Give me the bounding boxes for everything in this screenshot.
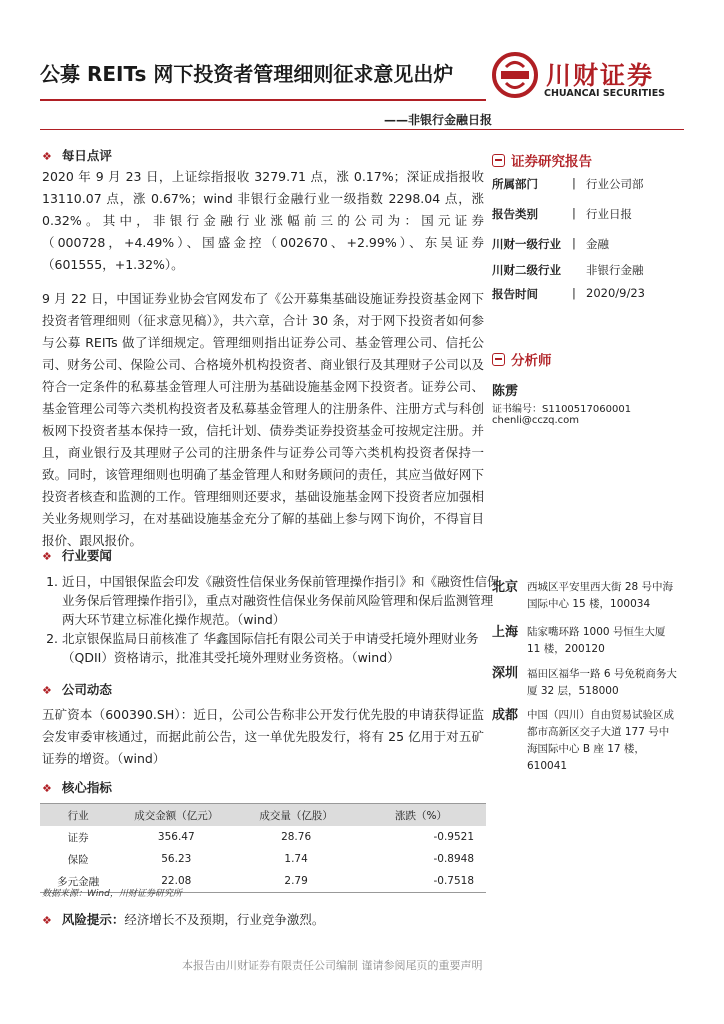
table-cell: 56.23 [161, 853, 192, 865]
table-cell: 证券 [67, 831, 89, 844]
company-logo-icon [492, 52, 538, 98]
diamond-icon: ❖ [42, 914, 52, 927]
header-underline [40, 129, 684, 130]
risk-label: 风险提示： [61, 912, 125, 927]
office-address: 陆家嘴环路 1000 号恒生大厦 11 楼，200120 [527, 626, 666, 655]
report-info-heading: 证券研究报告 [492, 150, 592, 170]
section-core-indicators: ❖ 核心指标 [42, 780, 112, 795]
analyst-icon [492, 353, 505, 366]
office-address: 福田区福华一路 6 号免税商务大厦 32 层，518000 [527, 668, 677, 697]
table-header-cell: 成交金额（亿元） [116, 804, 236, 827]
office-address: 西城区平安里西大街 28 号中海国际中心 15 楼，100034 [527, 581, 674, 610]
logo-text-en: CHUANCAI SECURITIES [544, 88, 666, 99]
table-cell: -0.9521 [433, 831, 474, 843]
office-city: 深圳 [492, 666, 519, 681]
daily-review-para-2: 9 月 22 日，中国证券业协会官网发布了《公开募集基础设施证券投资基金网下投资者管理细则（征求意见稿）》，共六章，合计 30 条，对于网下投资者如何参与公募 REITs 做了详细规定。管理细则指出证券公司、基金管理公司、信托公司、财务公司、保险公司、合格境外机构投资者、商业银行及其理财子公司以及符合一定条件的私募基金管理人可注册为基础设施基金网下投资者。证券公司、基金管理公司等六类机构投资者及私募基金管理人的注册条件、注册方式与科创板网下投资者基本保持一致，信托计划、债券类证券投资基金可按规定注册。并且，商业银行及其理财子公司的注册条件与证券公司等六类机构投资者保持一致。同时，该管理细则也明确了基金管理人和财务顾问的责任，其应当做好网下投资者核查和监测的工作。管理细则还要求，基础设施基金网下投资者应加强相关业务规则学习，在对基础设施基金充分了解的基础上参与网下询价，不得盲目报价、跟风报价。 [42, 291, 484, 548]
risk-warning [42, 910, 324, 928]
table-cell: -0.8948 [433, 853, 474, 865]
table-header-cell: 行业 [40, 804, 116, 827]
office-city: 上海 [492, 625, 519, 640]
industry-news-list [42, 572, 504, 667]
report-title: 公募 REITs 网下投资者管理细则征求意见出炉 [40, 62, 454, 86]
table-header-cell: 成交量（亿股） [236, 804, 356, 827]
daily-review-body [42, 166, 484, 552]
table-cell: 1.74 [284, 853, 308, 865]
data-source-note: 数据来源：Wind，川财证券研究所 [42, 889, 182, 899]
core-indicators-table [40, 803, 486, 893]
office-address: 中国（四川）自由贸易试验区成都市高新区交子大道 177 号中海国际中心 B 座 17 楼，610041 [527, 709, 674, 772]
report-subtitle: ——非银行金融日报 [384, 113, 493, 127]
table-row [40, 848, 486, 870]
company-news-body: 五矿资本（600390.SH）：近日，公司公告称非公开发行优先股的申请获得证监会发审委审核通过，而据此前公告，这一单优先股发行，将有 25 亿用于对五矿证券的增资。（wind） [42, 707, 484, 766]
diamond-icon: ❖ [42, 684, 52, 697]
risk-text: 经济增长不及预期，行业竞争激烈。 [124, 912, 325, 927]
table-header-row [40, 804, 486, 827]
table-cell: 22.08 [116, 870, 236, 893]
daily-review-para-1: 2020 年 9 月 23 日，上证综指报收 3279.71 点，涨 0.17%；深证成指报收 13110.07 点，涨 0.67%；wind 非银行金融行业一级指数 2298.04 点，涨 0.32%。其中，非银行金融行业涨幅前三的公司为：国元证券（000728，+4.49%）、国盛金控（002670、+2.99%）、东吴证券（601555，+1.32%）。 [42, 169, 484, 272]
table-cell: 2.79 [236, 870, 356, 893]
logo-text-cn: 川财证券 [546, 61, 655, 90]
table-cell: 28.76 [281, 831, 312, 843]
analyst-heading: 分析师 [492, 349, 552, 369]
header-divider [40, 99, 486, 101]
office-city: 北京 [492, 580, 519, 595]
list-item: 1. 近日，中国银保监会印发《融资性信保业务保前管理操作指引》和《融资性信保业务保后管理操作指引》，重点对融资性信保业务保前风险管理和保后监测管理两大环节建立标准化操作规范。（wind） [62, 572, 504, 629]
section-company-news: ❖ 公司动态 [42, 682, 112, 697]
diamond-icon: ❖ [42, 782, 52, 795]
footer-disclaimer: 本报告由川财证券有限责任公司编制 谨请参阅尾页的重要声明 [182, 959, 483, 972]
analyst-cert: 证书编号：S1100517060001 [492, 404, 632, 415]
section-daily-review: ❖ 每日点评 [42, 148, 112, 163]
analyst-name: 陈雳 [492, 384, 519, 399]
diamond-icon: ❖ [42, 550, 52, 563]
table-header-cell: 涨跌（%） [356, 804, 486, 827]
analyst-email[interactable]: chenli@cczq.com [492, 415, 580, 426]
diamond-icon: ❖ [42, 150, 52, 163]
table-cell: 多元金融 [40, 870, 116, 893]
table-row [40, 826, 486, 848]
report-info-table: 所属部门 | 行业公司部 报告类别 | 行业日报 川财一级行业 | 金融 川财二级行业 非银行金融 报告时间 | 2020/9/23 [492, 176, 645, 301]
report-icon [492, 154, 505, 167]
section-industry-news: ❖ 行业要闻 [42, 548, 112, 563]
table-cell: 356.47 [157, 831, 195, 843]
table-cell: -0.7518 [356, 870, 486, 893]
list-item: 2. 北京银保监局日前核准了 华鑫国际信托有限公司关于申请受托境外理财业务（QDII）资格请示，批准其受托境外理财业务资格。（wind） [62, 629, 504, 667]
office-city: 成都 [492, 708, 519, 723]
table-cell: 保险 [67, 853, 89, 866]
